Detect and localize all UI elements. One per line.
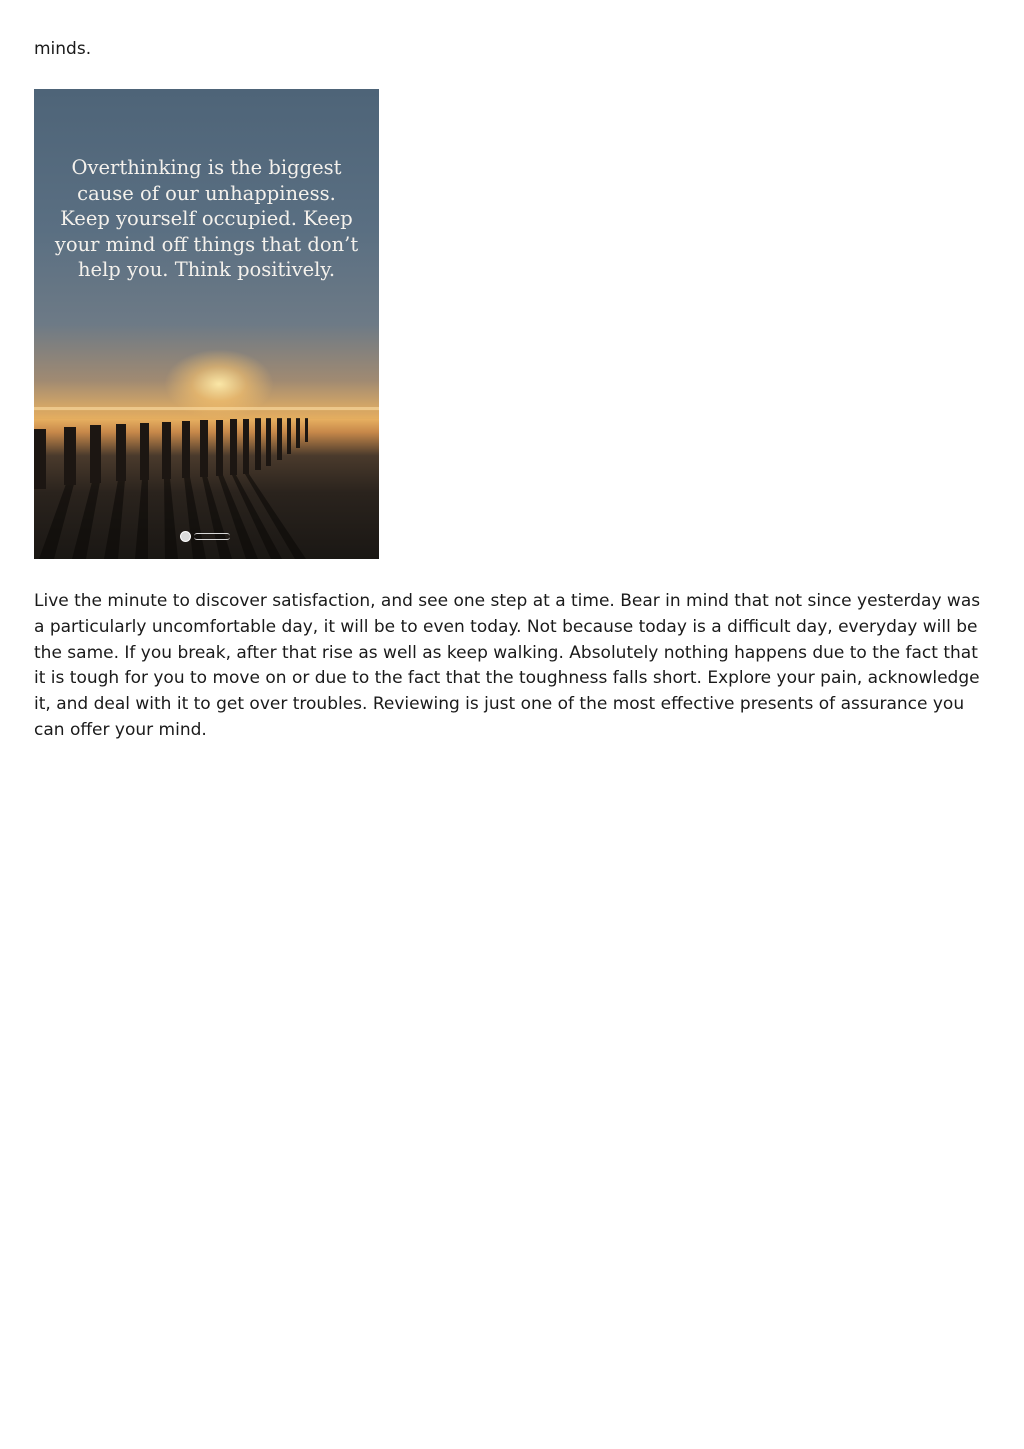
quote-text: Overthinking is the biggest cause of our unhappiness. Keep yourself occupied. Keep your mind off things that don’t help you. Think positively. (54, 156, 359, 282)
wet-sand-reflection (34, 411, 379, 419)
logo-emblem-icon (180, 531, 191, 542)
fence-shadows (39, 474, 306, 559)
logo-wordmark-icon (194, 533, 230, 540)
quote-image (34, 89, 379, 559)
lead-text-fragment: minds. (34, 39, 92, 59)
body-paragraph: Live the minute to discover satisfaction, and see one step at a time. Bear in mind that not since yesterday was a particularly uncomfortable day, it will be to even today. Not because today is a difficult day, everyday will be the same. If you break, after that rise as well as keep walking. Absolutely nothing happens due to the fact that it is tough for you to move on or due to the fact that the toughness falls short. Explore your pain, acknowledge it, and deal with it to get over troubles. Reviewing is just one of the most effective presents of assurance you can offer your mind. (34, 591, 981, 740)
fence-posts (34, 418, 308, 489)
power-of-positivity-logo-icon (180, 529, 234, 543)
